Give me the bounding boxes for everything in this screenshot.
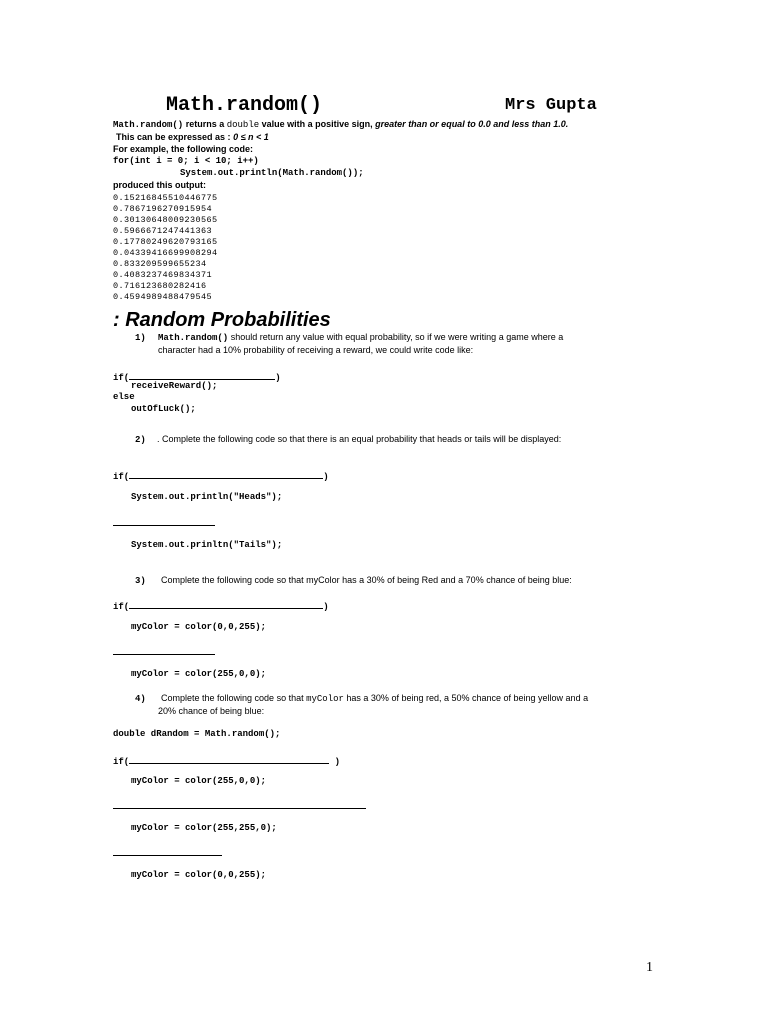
- q2-text: . Complete the following code so that there is an equal probability that heads or tails will be displayed:: [157, 434, 562, 444]
- q2-if-line: if( ): [113, 468, 329, 482]
- output-value: 0.4594989488479545: [113, 292, 213, 302]
- intro-line-3: For example, the following code:: [113, 144, 254, 154]
- q3-condition-blank[interactable]: [129, 598, 323, 609]
- q2-tails-code: System.out.prinltn("Tails");: [131, 540, 283, 550]
- output-value: 0.5966671247441363: [113, 226, 213, 236]
- output-value: 0.833209599655234: [113, 259, 207, 269]
- section-heading: : Random Probabilities: [113, 309, 331, 331]
- intro-line-2: This can be expressed as : 0 ≤ n < 1: [116, 132, 269, 142]
- intro-code-loop: for(int i = 0; i < 10; i++): [113, 156, 259, 166]
- output-value: 0.15216845510446775: [113, 193, 218, 203]
- output-value: 0.04339416699908294: [113, 248, 218, 258]
- q1-text-line-1: Math.random() should return any value with equal probability, so if we were writing a game where a: [158, 332, 564, 343]
- q3-number: 3): [135, 576, 146, 586]
- q2-else-blank[interactable]: [113, 525, 215, 526]
- q2-condition-blank[interactable]: [129, 468, 323, 479]
- q2-number: 2): [135, 435, 146, 445]
- q3-if-line: if( ): [113, 598, 329, 612]
- q4-text-line-2: 20% chance of being blue:: [158, 706, 265, 716]
- output-value: 0.7867196270915954: [113, 204, 213, 214]
- q1-out-of-luck-code: outOfLuck();: [131, 404, 196, 414]
- output-value: 0.17780249620793165: [113, 237, 218, 247]
- intro-code-println: System.out.println(Math.random());: [180, 168, 364, 178]
- q4-condition-blank[interactable]: [129, 753, 329, 764]
- output-value: 0.30130648009230565: [113, 215, 218, 225]
- page-title: Math.random(): [166, 94, 323, 117]
- q3-blue-code: myColor = color(255,0,0);: [131, 669, 267, 679]
- q4-blue-code: myColor = color(0,0,255);: [131, 870, 267, 880]
- q3-text: Complete the following code so that myColor has a 30% of being Red and a 70% chance of being blue:: [161, 575, 572, 585]
- intro-line-1: Math.random() returns a double value with a positive sign, greater than or equal to 0.0 and less than 1.0.: [113, 119, 569, 130]
- q4-red-code: myColor = color(255,0,0);: [131, 776, 267, 786]
- output-label: produced this output:: [113, 180, 206, 190]
- q3-red-code: myColor = color(0,0,255);: [131, 622, 267, 632]
- q4-declaration: double dRandom = Math.random();: [113, 729, 281, 739]
- q4-if-line: if( ): [113, 753, 340, 767]
- q4-else-if-blank[interactable]: [113, 808, 366, 809]
- q1-text-line-2: character had a 10% probability of receiving a reward, we could write code like:: [158, 345, 474, 355]
- q1-else: else: [113, 392, 135, 402]
- q3-else-blank[interactable]: [113, 654, 215, 655]
- page-number: 1: [646, 960, 653, 975]
- q2-heads-code: System.out.println("Heads");: [131, 492, 283, 502]
- q4-number: 4): [135, 694, 146, 704]
- output-value: 0.716123680282416: [113, 281, 207, 291]
- q1-condition-blank[interactable]: [129, 369, 275, 380]
- q1-if-line: if( ): [113, 369, 281, 383]
- output-value: 0.4083237469834371: [113, 270, 213, 280]
- q4-else-blank[interactable]: [113, 855, 222, 856]
- q4-yellow-code: myColor = color(255,255,0);: [131, 823, 277, 833]
- q1-number: 1): [135, 333, 146, 343]
- q4-text-line-1: Complete the following code so that myColor has a 30% of being red, a 50% chance of being yellow and a: [161, 693, 589, 704]
- author-name: Mrs Gupta: [505, 96, 597, 115]
- q1-reward-code: receiveReward();: [131, 381, 218, 391]
